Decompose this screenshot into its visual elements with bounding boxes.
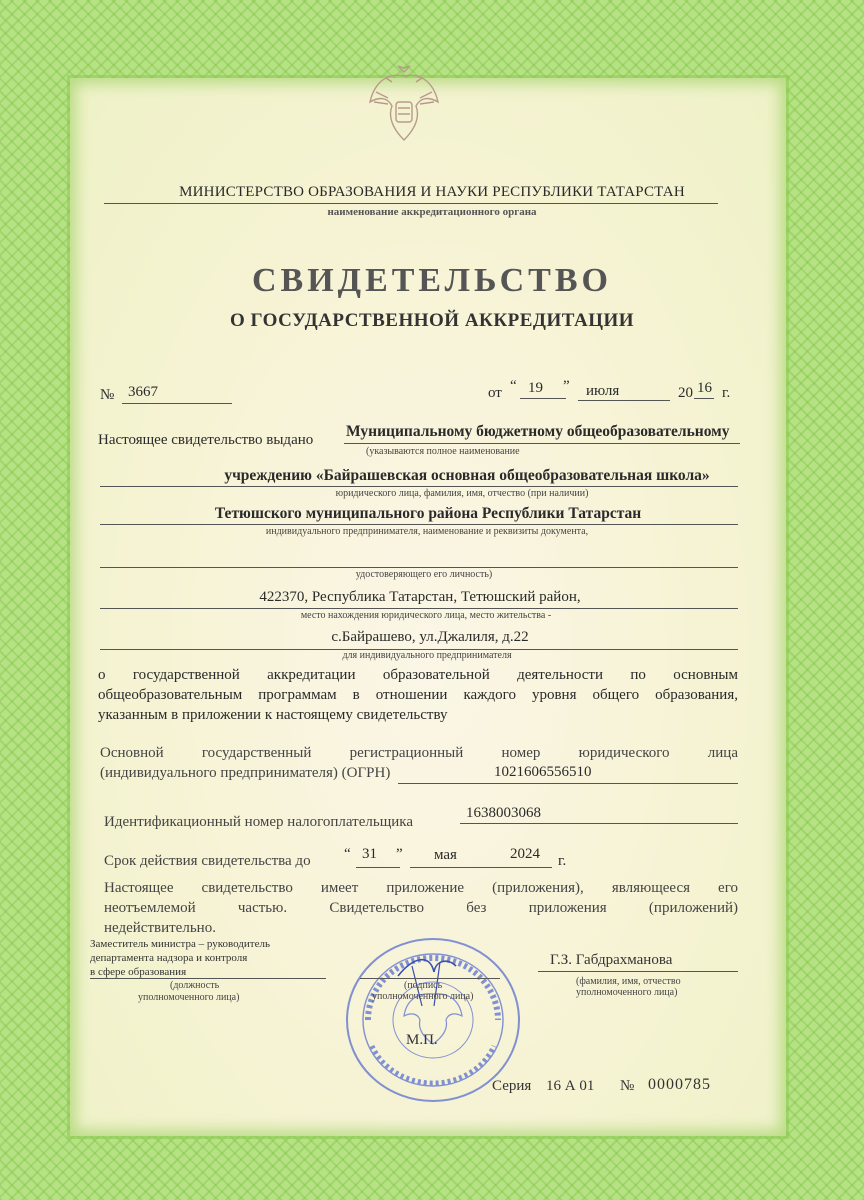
appendix-text-line-3: недействительно. <box>104 920 216 936</box>
ogrn-label-line-2: (индивидуального предпринимателя) (ОГРН) <box>100 765 391 781</box>
accreditation-text-line-1: о государственной аккредитации образовательной деятельности по основным <box>98 667 738 683</box>
ministry-name: МИНИСТЕРСТВО ОБРАЗОВАНИЯ И НАУКИ РЕСПУБЛИКИ ТАТАРСТАН <box>179 184 685 200</box>
signature-caption-2: уполномоченного лица) <box>372 991 474 1002</box>
date-day: 19 <box>528 380 543 396</box>
issued-label: Настоящее свидетельство выдано <box>98 432 314 448</box>
serial-number-sign: № <box>620 1078 635 1094</box>
name-caption-1: (фамилия, имя, отчество <box>576 976 681 987</box>
position-caption-2: уполномоченного лица) <box>138 992 240 1003</box>
certificate-number: 3667 <box>128 384 158 400</box>
date-prefix: от <box>488 385 502 401</box>
issued-caption-3: индивидуального предпринимателя, наименование и реквизиты документа, <box>265 526 589 537</box>
number-prefix: № <box>100 387 115 403</box>
issued-line-3: Тетюшского муниципального района Республики Татарстан <box>214 505 642 522</box>
accreditation-text-line-3: указанным в приложении к настоящему свидетельству <box>98 707 448 723</box>
serial-number: 0000785 <box>648 1076 711 1093</box>
appendix-text-line-2: неотъемлемой частью. Свидетельство без приложения (приложений) <box>104 900 738 916</box>
issued-line-2: учреждению «Байрашевская основная общеобразовательная школа» <box>224 467 710 484</box>
appendix-text-line-1: Настоящее свидетельство имеет приложение (приложения), являющееся его <box>104 880 738 896</box>
issued-line-1: Муниципальному бюджетному общеобразовательному <box>346 423 730 440</box>
date-close-quote: ” <box>563 378 570 394</box>
date-year-suffix: 16 <box>697 380 712 396</box>
name-caption-2: уполномоченного лица) <box>576 987 678 998</box>
date-year-prefix: 20 <box>678 385 693 401</box>
serial-series: 16 А 01 <box>546 1078 595 1094</box>
position-caption-1: (должность <box>170 980 220 991</box>
date-open-quote: “ <box>510 378 517 394</box>
validity-open-quote: “ <box>344 846 351 862</box>
validity-month: мая <box>434 847 457 863</box>
certificate-title: СВИДЕТЕЛЬСТВО <box>252 262 612 299</box>
position-line-2: департамента надзора и контроля <box>90 952 248 964</box>
position-line-1: Заместитель министра – руководитель <box>90 938 270 950</box>
issued-caption-2: юридического лица, фамилия, имя, отчество (при наличии) <box>335 488 589 499</box>
certificate-subtitle: О ГОСУДАРСТВЕННОЙ АККРЕДИТАЦИИ <box>229 310 635 331</box>
validity-label: Срок действия свидетельства до <box>104 853 311 869</box>
ministry-caption: наименование аккредитационного органа <box>327 206 537 218</box>
signature-caption-1: (подпись <box>404 980 443 991</box>
accreditation-text-line-2: общеобразовательным программам в отношении каждого уровня общего образования, <box>98 687 738 703</box>
address-line-1: 422370, Республика Татарстан, Тетюшский район, <box>259 589 581 605</box>
address-caption-2: для индивидуального предпринимателя <box>342 650 512 661</box>
inn-value: 1638003068 <box>466 805 541 821</box>
inn-label: Идентификационный номер налогоплательщика <box>104 814 414 830</box>
date-month: июля <box>586 383 620 399</box>
address-line-2: с.Байрашево, ул.Джалиля, д.22 <box>331 629 529 645</box>
coat-of-arms-emblem <box>366 62 442 146</box>
serial-label: Серия <box>492 1078 532 1094</box>
validity-day: 31 <box>362 846 377 862</box>
ogrn-label-line-1: Основной государственный регистрационный номер юридического лица <box>100 745 738 761</box>
seal-place-mark: М.П. <box>406 1032 438 1048</box>
issued-caption-1: (указываются полное наименование <box>366 446 520 457</box>
validity-year-end: г. <box>558 853 567 869</box>
position-line-3: в сфере образования <box>90 966 187 978</box>
signatory-name: Г.З. Габдрахманова <box>550 952 673 968</box>
date-year-end: г. <box>722 385 731 401</box>
validity-year: 2024 <box>510 846 540 862</box>
issued-caption-4: удостоверяющего его личность) <box>355 569 493 580</box>
validity-close-quote: ” <box>396 846 403 862</box>
address-caption-1: место нахождения юридического лица, место жительства - <box>300 610 552 621</box>
ogrn-value: 1021606556510 <box>494 764 592 780</box>
